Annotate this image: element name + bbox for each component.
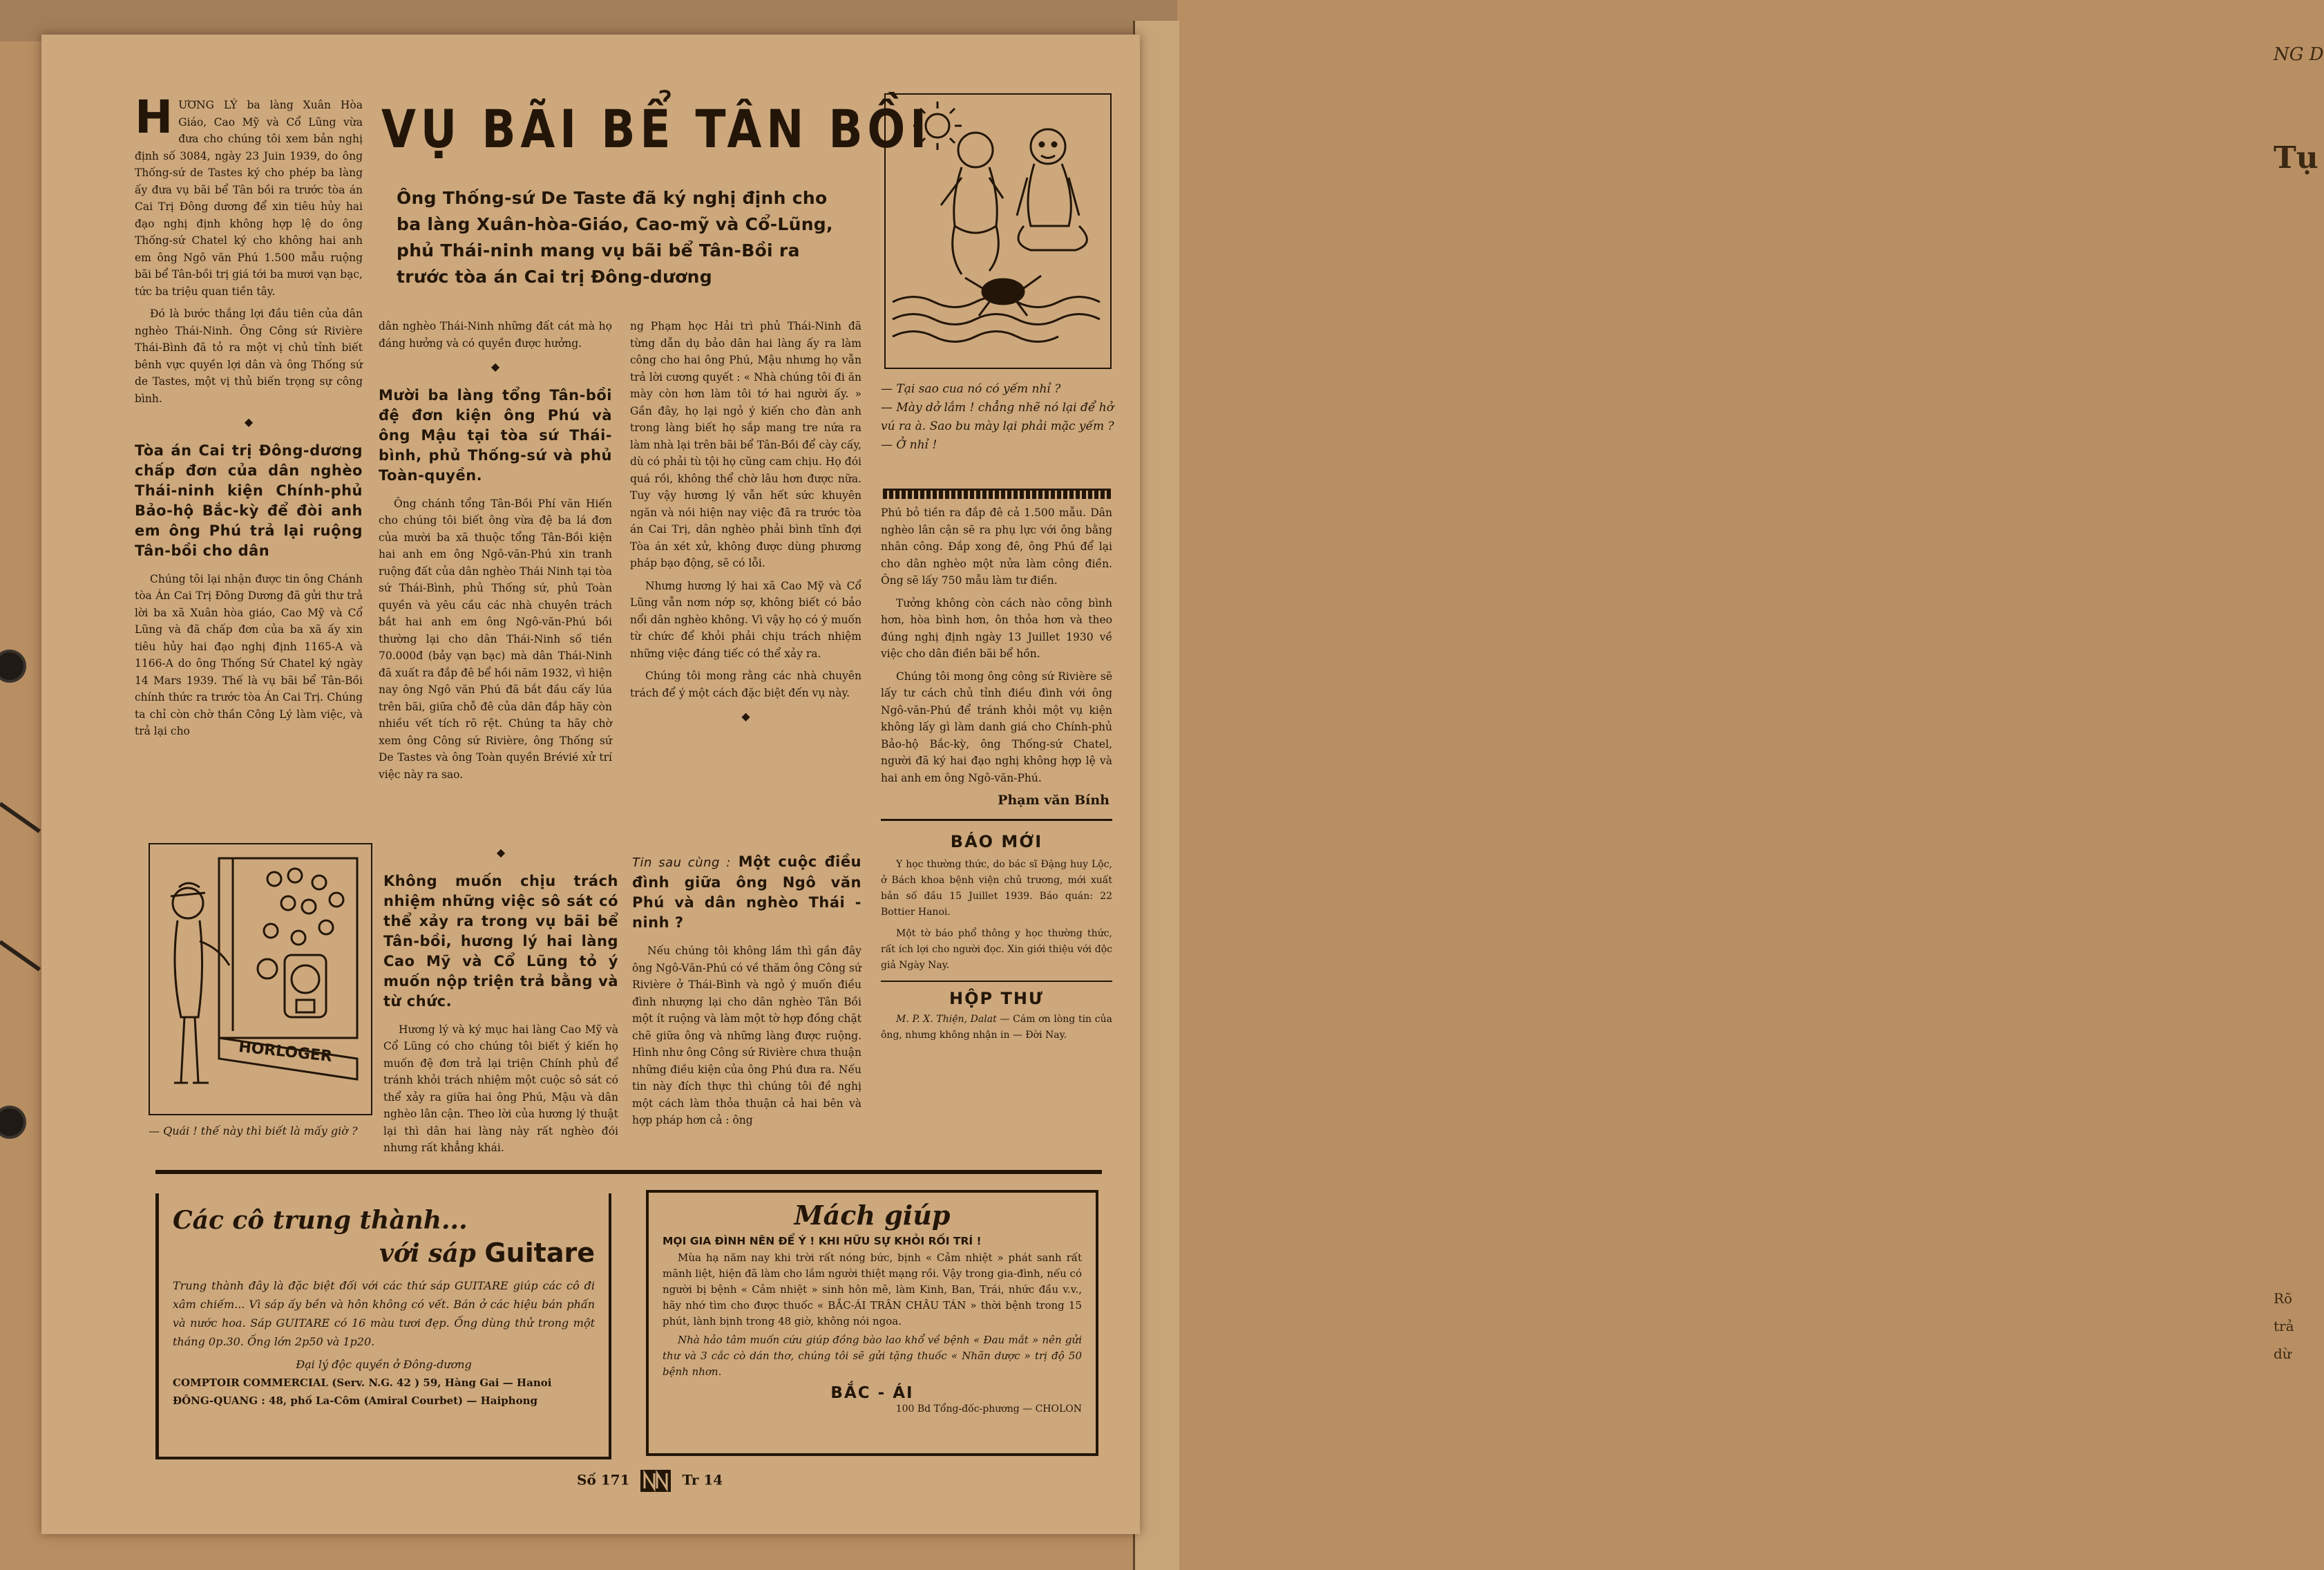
paragraph: Y học thường thức, do bác sĩ Đặng huy Lộc, ở Bách khoa bệnh viện chủ trương, mới xuất bản số đầu 15 Juillet 1939. Báo quán: 22 Bottier Hanoi. xyxy=(881,859,1112,918)
cartoon-crab-drawing xyxy=(886,95,1110,368)
cartoon-watchmaker-drawing xyxy=(150,844,371,1114)
ad-body: Mùa hạ năm nay khi trời rất nóng bức, bịnh « Cảm nhiệt » phát sanh rất mãnh liệt, hiện đã làm cho lắm người thiệt mạng rồi. Vậy trong gia-đình, nếu có người bị bệnh « Cảm nhiệt » sinh hôn mê, làm Kinh, Ban, Trái, nhức đầu v.v., hãy nhớ tìm cho được thuốc « BẮC-ÁI TRÂN CHÂU TÁN » thời bệnh trong 15 phút, lành bịnh trong 48 giờ, không nói ngoa. xyxy=(663,1251,1082,1327)
paragraph: ng Phạm học Hải trì phủ Thái-Ninh đã từng dẫn dụ bảo dân hai làng ấy ra làm công cho hai ông Phú, Mậu nhưng họ vẫn trả lời cương quyết : « Nhà chúng tôi đi ăn mày còn hơn làm tôi tớ hai người ấy. » Gần đây, họ lại ngỏ ý kiến cho đàn anh trong làng biết họ sắp mang tre nứa ra làm nhà lại trên bãi bể Tân-Bồi để cày cấy, dù có phải tù tội họ cũng cam chịu. Họ đói quá rồi, không thể chờ lâu hơn được nữa. Tuy vậy hương lý vẫn hết sức khuyên ngăn và nói hiện nay việc đã ra trước tòa án Cai Trị, dân nghèo phải bình tĩnh đợi Tòa án xét xử, không được dùng phương pháp bạo động, sẽ có lỗi. xyxy=(630,320,861,569)
paragraph: Nhưng hương lý hai xã Cao Mỹ và Cổ Lũng vẫn nơm nớp sợ, không biết có bảo nổi dân nghèo không. Vì vậy họ có ý muốn từ chức để khỏi phải chịu trách nhiệm những việc đáng tiếc có thể xảy ra. xyxy=(630,579,861,660)
section-title-hop-thu: HỘP THƯ xyxy=(949,989,1044,1008)
paragraph: Phú bỏ tiền ra đắp đê cả 1.500 mẫu. Dân nghèo lân cận sẽ ra phụ lực với ông bằng nhân công. Đắp xong đê, ông Phú để lại cho dân nghèo một nửa làm công điền. Ông sẽ lấy 750 mẫu làm tư điền. xyxy=(881,507,1112,587)
binder-ring-icon xyxy=(0,650,26,683)
article-intro xyxy=(135,91,363,746)
subheading-text: Một cuộc điều đình giữa ông Ngô văn Phú và dân nghèo Thái - ninh ? xyxy=(632,853,862,931)
ngay-nay-logo-icon xyxy=(640,1469,672,1493)
ad-agent: Đại lý độc quyền ở Đông-dương xyxy=(296,1358,472,1371)
mailbox-text: — Cám ơn lòng tin của ông, nhưng không nhận in — Đời Nay. xyxy=(881,1013,1112,1041)
advertisement-guitare xyxy=(155,1193,611,1459)
ad-address: 100 Bd Tổng-đốc-phương — CHOLON xyxy=(895,1403,1082,1415)
binder-ring-icon xyxy=(0,1106,26,1139)
article-column-4 xyxy=(881,504,1112,1049)
paragraph: Chúng tôi mong rằng các nhà chuyên trách để ý một cách đặc biệt đến vụ này. xyxy=(630,670,861,699)
news-lead: Tin sau cùng : xyxy=(632,855,731,870)
paragraph: Đó là bước thắng lợi đầu tiên của dân nghèo Thái-Ninh. Ông Công sứ Rivière Thái-Bình đã tỏ ra một vị chủ tỉnh biết bênh vực quyền lợi dân và ông Thống sứ de Tastes, một vị thủ biến trọng sự công bình. xyxy=(135,308,363,405)
paragraph: ƯƠNG LÝ ba làng Xuân Hòa Giáo, Cao Mỹ và Cổ Lũng vừa đưa cho chúng tôi xem bản nghị định số 3084, ngày 23 Juin 1939, do ông Thống-sứ de Tastes ký cho phép ba làng ấy đưa vụ bãi bể Tân bồi ra trước tòa án Cai Trị Đông dương để xin tiêu hủy hai đạo nghị định không hợp lệ do ông Thống-sứ Chatel ký cho không hai anh em ông Ngô văn Phú 1.500 mẫu ruộng bãi bể Tân-bồi trị giá tới ba mươi vạn bạc, tức ba triệu quan tiền tây. xyxy=(135,99,363,298)
ad-address: ĐÔNG-QUANG : 48, phố La-Côm (Amiral Courbet) — Haiphong xyxy=(173,1394,537,1407)
ad-body: Trung thành đây là đặc biệt đối với các thứ sáp GUITARE giúp các cô đi xâm chiếm... Vì sáp ấy bền và hôn không có vết. Bán ở các hiệu bán phấn và nước hoa. Sáp GUITARE có 16 màu tươi đẹp. Ống dùng thử trong một tháng 0p.30. Ống lớn 2p50 và 1p20. xyxy=(173,1279,595,1348)
divider xyxy=(881,981,1112,982)
paragraph: Một tờ báo phổ thông y học thường thức, rất ích lợi cho người đọc. Xin giới thiệu với độc giả Ngày Nay. xyxy=(881,928,1112,971)
ad-brand: Guitare xyxy=(484,1238,595,1268)
page-footer xyxy=(577,1469,723,1493)
horloger-sign: HORLOGER xyxy=(238,1038,333,1066)
author-signature: Phạm văn Bính xyxy=(998,793,1109,808)
subheading: Không muốn chịu trách nhiệm những việc sô sát có thể xảy ra trong vụ bãi bể Tân-bồi, hương lý hai làng Cao Mỹ và Cổ Lũng tỏ ý muốn nộp triện trả bằng và từ chức. xyxy=(383,872,618,1010)
cartoon-crab-illustration xyxy=(884,93,1112,369)
article-column-2 xyxy=(379,318,612,788)
article-column-3 xyxy=(630,318,861,735)
ad-headline xyxy=(173,1238,595,1268)
ad-headline: Mách giúp xyxy=(794,1200,951,1231)
diamond-separator: ◆ xyxy=(490,360,500,373)
subheading xyxy=(632,852,861,933)
binder-strap xyxy=(0,802,41,833)
cartoon-clock-illustration xyxy=(149,843,372,1115)
paragraph xyxy=(881,1012,1112,1043)
paragraph: Chúng tôi lại nhận được tin ông Chánh tòa Án Cai Trị Đông Dương đã gửi thư trả lời ba xã Xuân hòa giáo, Cao Mỹ và Cổ Lũng và đã chấp đơn của ba xã ấy xin tiêu hủy hai đạo nghị định 1165-A và 1166-A do ông Thống Sứ Chatel ký ngày 14 Mars 1939. Thế là vụ bãi bể Tân-Bồi chính thức ra trước tòa Án Cai Trị. Chúng ta chỉ còn chờ thần Công Lý làm việc, và trả lại cho xyxy=(135,572,363,737)
ad-section-divider xyxy=(155,1170,1102,1174)
headline-title: VỤ BÃI BỂ TÂN BỒI xyxy=(381,98,931,160)
headline-subtitle: Ông Thống-sứ De Taste đã ký nghị định cho ba làng Xuân-hòa-Giáo, Cao-mỹ và Cổ-Lũng, phủ Thái-ninh mang vụ bãi bể Tân-Bồi ra trước tòa án Cai trị Đông-dương xyxy=(397,188,833,287)
paragraph: Nếu chúng tôi không lầm thì gần đây ông Ngô-Văn-Phú có về thăm ông Công sứ Rivière ở Thái-Bình và ngỏ ý muốn điều đình nhượng lại cho dân nghèo Tân Bồi một ít ruộng và làm một tờ hợp đồng chặt chẽ giữa ông và những làng được ruộng. Hình như ông Công sứ Rivière chưa thuận những điều kiện của ông Phú đưa ra. Nếu tin này đích thực thì chúng tôi đề nghị một cách làm thỏa thuận cả hai bên và hợp pháp hơn cả : ông xyxy=(632,945,861,1126)
binder-strap xyxy=(0,940,41,972)
next-page-text: dừ xyxy=(2274,1345,2292,1362)
next-page-edge xyxy=(1133,21,2324,1570)
mailbox-recipient: M. P. X. Thiện, Dalat xyxy=(896,1013,997,1025)
paragraph: Chúng tôi mong ông công sứ Rivière sẽ lấy tư cách chủ tỉnh điều đình với ông Ngô-văn-Phú để tránh khỏi một vụ kiện không lấy gì làm danh giá cho Chính-phủ Bảo-hộ Bắc-kỳ, ông Thống-sứ Chatel, người đã ký hai đạo nghị không hợp lệ và hai anh em ông Ngô-văn-Phú. xyxy=(881,670,1112,784)
advertisement-mach-giup xyxy=(646,1190,1098,1456)
diamond-separator: ◆ xyxy=(741,710,750,723)
ad-subheadline: MỌI GIA ĐÌNH NÊN ĐỂ Ý ! KHI HỮU SỰ KHỎI RỐI TRÍ ! xyxy=(663,1235,982,1247)
next-page-header: NG D xyxy=(2274,44,2324,65)
ad-headline-text: với sáp xyxy=(379,1239,476,1268)
paragraph: Tưởng không còn cách nào công bình hơn, hòa bình hơn, ôn thỏa hơn và theo đúng nghị định ngày 13 Juillet 1930 về việc cho dân điền bãi bể hồn. xyxy=(881,596,1112,660)
ad-note: Nhà hảo tâm muốn cứu giúp đồng bào lao khổ về bệnh « Đau mắt » nên gửi thư và 3 cắc cò dán thơ, chúng tôi sẽ gửi tặng thuốc « Nhãn dược » trị độ 50 bệnh nhơn. xyxy=(663,1334,1082,1378)
article-column-3b xyxy=(632,852,861,1135)
paragraph: Ông chánh tổng Tân-Bồi Phí văn Hiến cho chúng tôi biết ông vừa đệ ba lá đơn của mười ba xã thuộc tổng Tân-Bồi kiện hai anh em ông Ngô-văn-Phú xin tranh ruộng đất của dân nghèo Thái Ninh tại tòa sứ Thái-Bình, phủ Thống sứ, phủ Toàn quyền và yêu cầu các nhà chuyên trách bắt hai anh em ông Ngô-văn-Phú bồi thường lại cho dân Thái-Ninh số tiền 70.000đ (bảy vạn bạc) mà dân Thái-Ninh đã xuất ra đắp đê bể hồi năm 1932, vì hiện nay ông Ngô văn Phú đã bắt đầu cấy lúa trên bãi, giữa chỗ đê của dân đắp hãy còn nhiều vết tích rõ rệt. Chúng ta hãy chờ xem ông Công sứ Rivière, ông Thống sứ De Tastes và ông Toàn quyền Brévié xử trí việc này ra sao. xyxy=(379,497,612,781)
paragraph: Hương lý và ký mục hai làng Cao Mỹ và Cổ Lũng có cho chúng tôi biết ý kiến họ muốn đệ đơn trả lại triện Chính phủ để tránh khỏi trách nhiệm một cuộc sô sát có thể xảy ra giữa hai ông Phú, Mậu và dân nghèo lân cận. Theo lời của hương lý thuật lại thì dân hai làng này rất nghèo đói nhưng rất khẳng khái. xyxy=(383,1023,618,1154)
section-title-bao-moi: BÁO MỚI xyxy=(950,831,1043,851)
subheading: Mười ba làng tổng Tân-bồi đệ đơn kiện ông Phú và ông Mậu tại tòa sứ Thái-bình, phủ Thống-sứ và phủ Toàn-quyền. xyxy=(379,386,612,484)
next-page-text: trả xyxy=(2274,1318,2294,1334)
divider xyxy=(881,819,1112,821)
diamond-separator: ◆ xyxy=(244,415,254,428)
ad-headline: Các cô trung thành... xyxy=(173,1206,468,1235)
next-page-title: Tụ xyxy=(2274,140,2318,176)
next-page-text: Rõ xyxy=(2274,1290,2293,1307)
subheading: Tòa án Cai trị Đông-dương chấp đơn của dân nghèo Thái-ninh kiện Chính-phủ Bảo-hộ Bắc-kỳ để đòi anh em ông Phú trả lại ruộng Tân-bồi cho dân xyxy=(135,442,363,559)
cartoon-caption: — Quái ! thế này thì biết là mấy giờ ? xyxy=(149,1124,358,1137)
drop-cap: H xyxy=(135,91,173,144)
article-column-2b xyxy=(383,844,618,1162)
diamond-separator: ◆ xyxy=(496,846,506,859)
cartoon-caption: — Tại sao cua nó có yếm nhỉ ? — Mày dở lắm ! chẳng nhẽ nó lại để hở vú ra à. Sao bu mày lại phải mặc yếm ? — Ở nhỉ ! xyxy=(881,382,1114,452)
page-number: Tr 14 xyxy=(682,1471,723,1488)
paragraph: dân nghèo Thái-Ninh những đất cát mà họ đáng hưởng và có quyền được hưởng. xyxy=(379,320,612,350)
issue-number: Số 171 xyxy=(577,1471,630,1488)
ad-brand: BẮC - ÁI xyxy=(830,1384,914,1402)
ad-address: COMPTOIR COMMERCIAL (Serv. N.G. 42 ) 59, Hàng Gai — Hanoi xyxy=(173,1377,552,1389)
